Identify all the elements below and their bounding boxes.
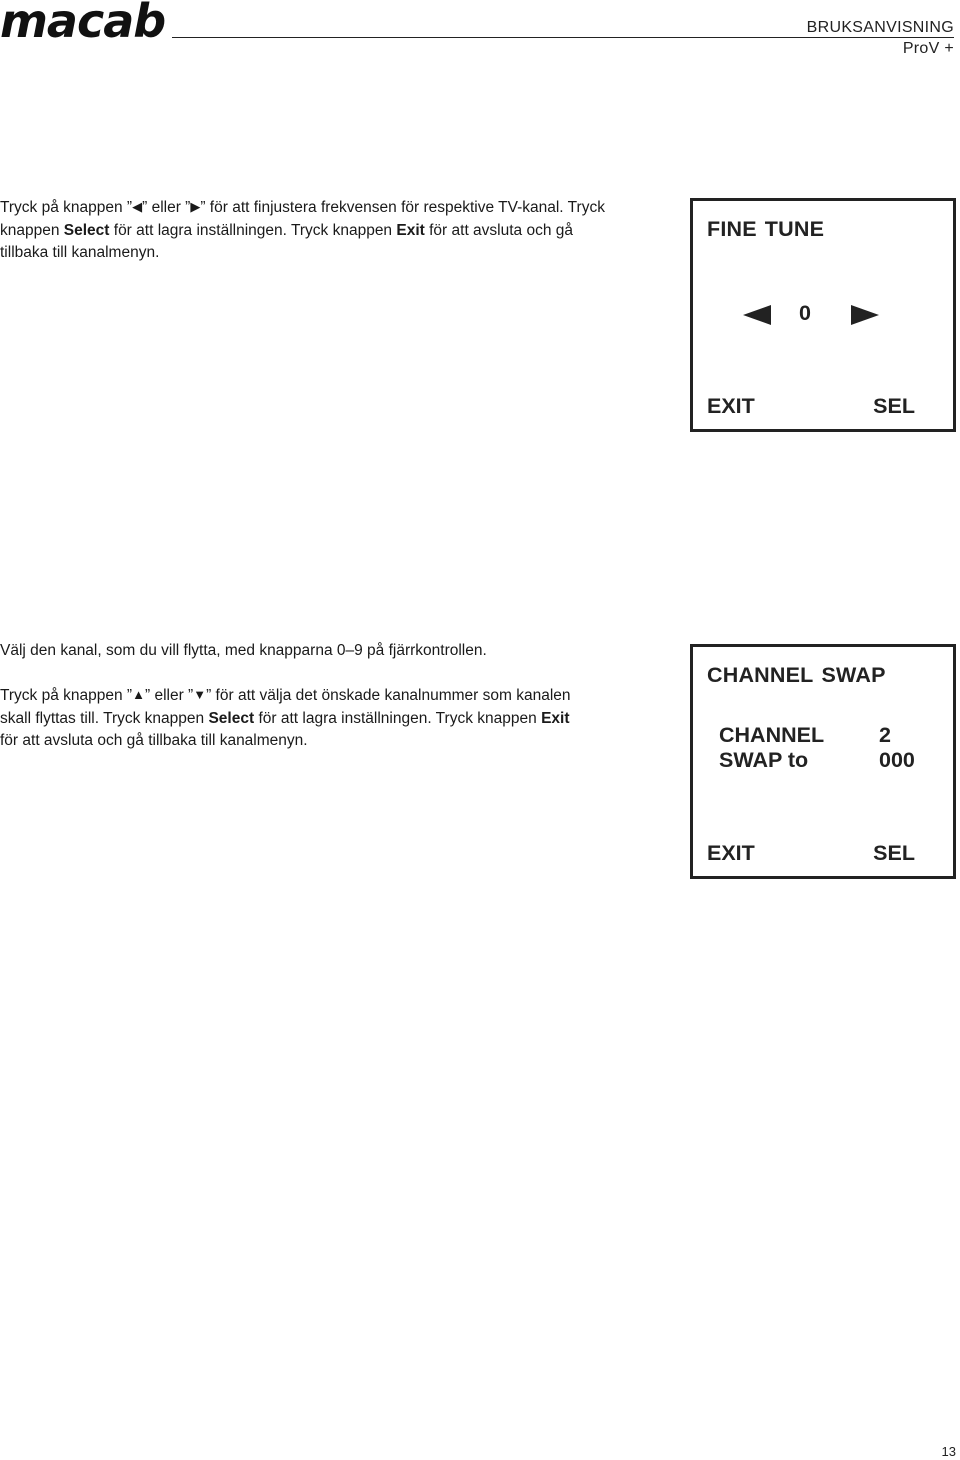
right-triangle-icon: ▶: [190, 199, 201, 214]
text-segment: Tryck på knappen ”: [0, 687, 133, 704]
header-rule: [172, 37, 954, 38]
exit-keyword: Exit: [396, 221, 425, 239]
osd-title-word: SWAP: [821, 663, 886, 687]
channel-row: [719, 723, 915, 748]
channel-swap-fields: [719, 723, 915, 773]
text-segment: för att lagra inställningen. Tryck knappen: [254, 709, 542, 727]
header-title: BRUKSANVISNING: [806, 19, 954, 36]
text-segment: för att avsluta och gå tillbaka till kanalmenyn.: [0, 221, 574, 261]
text-segment: för att lagra inställningen. Tryck knappen: [109, 221, 397, 239]
fine-tune-value: 0: [799, 301, 811, 325]
left-arrow-icon: [743, 305, 771, 325]
osd-title-word: FINE: [707, 217, 757, 241]
swap-to-row: [719, 748, 915, 773]
fine-tune-osd-panel: [690, 198, 956, 432]
channel-label: CHANNEL: [719, 723, 825, 747]
text-segment: ” eller ”: [142, 199, 191, 216]
swap-to-label: SWAP to: [719, 748, 809, 772]
text-segment: för att avsluta och gå tillbaka till kanalmenyn.: [0, 732, 308, 749]
text-segment: ” för att välja det önskade kanalnummer som kanalen skall flyttas till. Tryck knappen: [0, 687, 571, 727]
osd-title-word: CHANNEL: [707, 663, 814, 687]
osd-exit-label: EXIT: [707, 841, 755, 865]
osd-title: [707, 217, 824, 242]
osd-title-word: TUNE: [764, 217, 825, 241]
osd-sel-label: SEL: [873, 394, 915, 418]
text-segment: Tryck på knappen ”: [0, 199, 133, 216]
page-number: 13: [941, 1444, 956, 1459]
exit-keyword: Exit: [541, 709, 570, 727]
swap-to-value: 000: [879, 748, 915, 772]
header-model: ProV +: [902, 40, 954, 57]
fine-tune-control: [743, 301, 879, 329]
text-segment: ” eller ”: [144, 687, 194, 704]
channel-swap-osd-panel: [690, 644, 956, 879]
channel-swap-instructions: [0, 684, 590, 753]
macab-logo: macab: [0, 0, 166, 48]
right-arrow-icon: [851, 305, 879, 325]
channel-value: 2: [879, 723, 891, 747]
osd-sel-label: SEL: [873, 841, 915, 865]
select-keyword: Select: [63, 221, 110, 239]
up-triangle-icon: ▲: [132, 687, 145, 702]
text-segment: ” för att finjustera frekvensen för respektive TV-kanal. Tryck knappen: [0, 199, 605, 239]
select-keyword: Select: [208, 709, 255, 727]
osd-exit-label: EXIT: [707, 394, 755, 418]
osd-title: [707, 663, 886, 688]
down-triangle-icon: ▼: [193, 687, 207, 702]
left-triangle-icon: ◀: [132, 199, 143, 214]
channel-select-intro: Välj den kanal, som du vill flytta, med knapparna 0–9 på fjärrkontrollen.: [0, 642, 487, 659]
fine-tune-instructions: [0, 196, 610, 265]
